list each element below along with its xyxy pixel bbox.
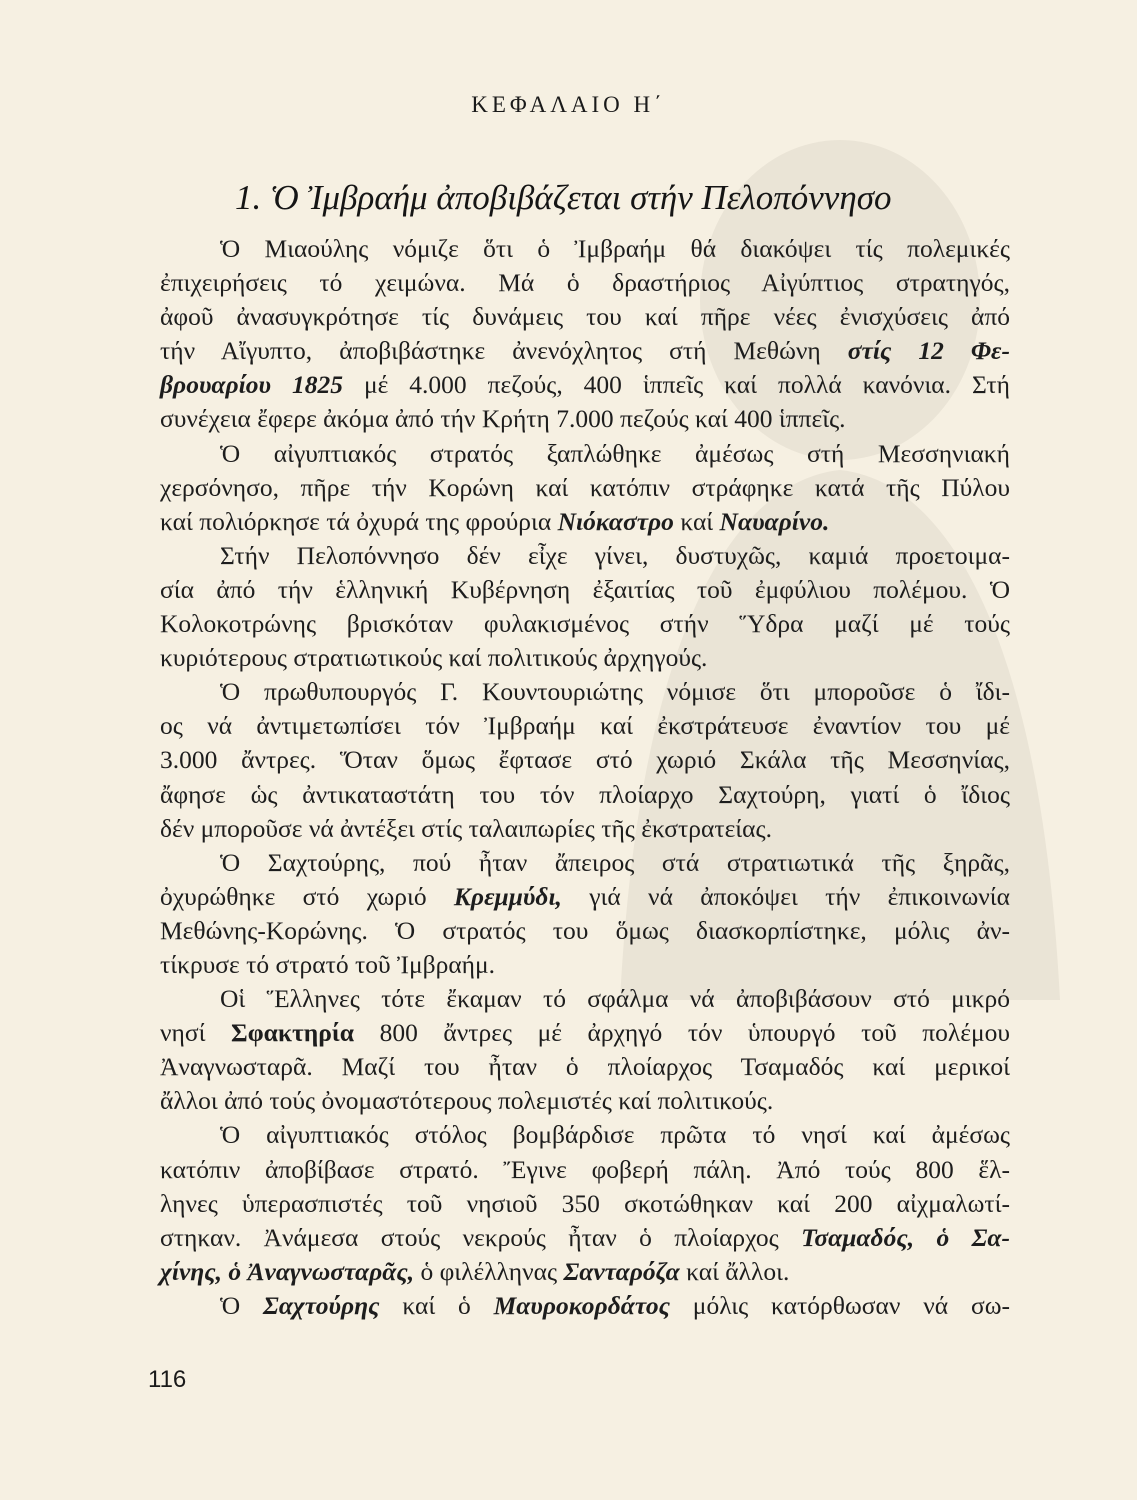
text-segment: δέν μποροῦσε νά ἀντέξει στίς ταλαιπωρίες τῆς ἐκστρατείας.	[160, 813, 772, 843]
emphasized-text: βρουαρίου 1825	[160, 370, 343, 400]
text-line	[160, 1118, 1010, 1152]
text-line	[160, 266, 1010, 300]
text-line	[160, 778, 1010, 812]
text-segment: Μεθώνης-Κορώνης. Ὁ στρατός του ὅμως διασκορπίστηκε, μόλις ἀν-	[160, 915, 1010, 945]
text-line	[160, 1050, 1010, 1084]
body-text	[160, 232, 1010, 1323]
text-line	[160, 1187, 1010, 1221]
text-line	[160, 334, 1010, 368]
text-segment: νησί	[160, 1018, 232, 1048]
text-segment: στηκαν. Ἀνάμεσα στούς νεκρούς ἦταν ὁ πλοίαρχος	[160, 1222, 802, 1252]
text-line	[160, 505, 1010, 539]
text-segment: Ἀναγνωσταρᾶ. Μαζί του ἦταν ὁ πλοίαρχος Τσαμαδός καί μερικοί	[160, 1052, 1010, 1082]
text-line	[160, 812, 1010, 846]
text-line	[160, 1221, 1010, 1255]
text-segment: Ὁ	[220, 1290, 264, 1320]
text-segment: σία ἀπό τήν ἑλληνική Κυβέρνηση ἐξαιτίας τοῦ ἐμφύλιου πολέμου. Ὁ	[160, 574, 1010, 604]
text-segment: καί ἄλλοι.	[679, 1256, 790, 1286]
section-title: 1. Ὁ Ἰμβραήμ ἀποβιβάζεται στήν Πελοπόννησο	[235, 178, 892, 217]
text-line	[160, 675, 1010, 709]
text-segment: Ὁ Μιαούλης νόμιζε ὅτι ὁ Ἰμβραήμ θά διακόψει τίς πολεμικές	[220, 234, 1010, 263]
emphasized-text: χίνης, ὁ Ἀναγνωσταρᾶς,	[160, 1256, 415, 1286]
text-line	[160, 743, 1010, 777]
text-segment: τήν Αἴγυπτο, ἀποβιβάστηκε ἀνενόχλητος στή Μεθώνη	[160, 336, 848, 366]
emphasized-text: Νιόκαστρο	[557, 506, 674, 536]
text-segment: ἀφοῦ ἀνασυγκρότησε τίς δυνάμεις του καί πῆρε νέες ἐνισχύσεις ἀπό	[160, 302, 1010, 332]
text-line	[160, 914, 1010, 948]
text-line	[160, 573, 1010, 607]
text-line	[160, 982, 1010, 1016]
text-segment: ὀχυρώθηκε στό χωριό	[160, 881, 454, 911]
text-segment: ος νά ἀντιμετωπίσει τόν Ἰμβραήμ καί ἐκστράτευσε ἐναντίον του μέ	[160, 711, 1010, 741]
text-line	[160, 607, 1010, 641]
text-segment: καί	[673, 506, 720, 536]
text-segment: Ὁ Σαχτούρης, πού ἦταν ἄπειρος στά στρατιωτικά τῆς ξηρᾶς,	[220, 847, 1010, 877]
text-line	[160, 232, 1010, 266]
text-segment: 800 ἄντρες μέ ἀρχηγό τόν ὑπουργό τοῦ πολέμου	[354, 1018, 1010, 1048]
emphasized-text: Σανταρόζα	[563, 1256, 680, 1286]
text-segment: μόλις κατόρθωσαν νά σω-	[669, 1290, 1011, 1320]
text-segment: τίκρυσε τό στρατό τοῦ Ἰμβραήμ.	[160, 949, 496, 979]
text-line	[160, 402, 1010, 436]
text-segment: χερσόνησο, πῆρε τήν Κορώνη καί κατόπιν στράφηκε κατά τῆς Πύλου	[160, 472, 1010, 502]
text-segment: Ὁ αἰγυπτιακός στρατός ξαπλώθηκε ἀμέσως στή Μεσσηνιακή	[220, 438, 1010, 468]
text-segment: μέ 4.000 πεζούς, 400 ἱππεῖς καί πολλά κανόνια. Στή	[342, 370, 1010, 400]
text-line	[160, 880, 1010, 914]
text-segment: κατόπιν ἀποβίβασε στρατό. Ἔγινε φοβερή πάλη. Ἀπό τούς 800 ἕλ-	[160, 1154, 1010, 1184]
page-number: 116	[148, 1366, 187, 1393]
text-line	[160, 846, 1010, 880]
text-segment: συνέχεια ἔφερε ἀκόμα ἀπό τήν Κρήτη 7.000 πεζούς καί 400 ἱππεῖς.	[160, 404, 846, 434]
text-segment: καί ὁ	[379, 1290, 494, 1320]
text-segment: ἐπιχειρήσεις τό χειμώνα. Μά ὁ δραστήριος Αἰγύπτιος στρατηγός,	[160, 268, 1010, 298]
emphasized-text: στίς 12 Φε-	[847, 336, 1010, 366]
text-segment: γιά νά ἀποκόψει τήν ἐπικοινωνία	[561, 881, 1010, 911]
text-segment: ληνες ὑπερασπιστές τοῦ νησιοῦ 350 σκοτώθηκαν καί 200 αἰχμαλωτί-	[160, 1188, 1010, 1218]
text-line	[160, 1084, 1010, 1118]
text-segment: 3.000 ἄντρες. Ὅταν ὅμως ἔφτασε στό χωριό Σκάλα τῆς Μεσσηνίας,	[160, 745, 1010, 775]
text-segment: ἄφησε ὡς ἀντικαταστάτη του τόν πλοίαρχο Σαχτούρη, γιατί ὁ ἴδιος	[160, 779, 1010, 809]
emphasized-text: Σαχτούρης	[263, 1290, 380, 1320]
text-line	[160, 1255, 1010, 1289]
emphasized-text: Μαυροκορδάτος	[493, 1290, 670, 1320]
text-line	[160, 368, 1010, 402]
emphasized-text: Τσαμαδός, ὁ Σα-	[801, 1222, 1010, 1252]
emphasized-text: Κρεμμύδι,	[453, 881, 562, 911]
text-line	[160, 641, 1010, 675]
text-line	[160, 948, 1010, 982]
text-line	[160, 1153, 1010, 1187]
text-segment: ὁ φιλέλληνας	[414, 1256, 564, 1286]
text-line	[160, 1289, 1010, 1323]
text-line	[160, 437, 1010, 471]
text-segment: Κολοκοτρώνης βρισκόταν φυλακισμένος στήν Ὕδρα μαζί μέ τούς	[160, 609, 1010, 639]
text-line	[160, 539, 1010, 573]
text-line	[160, 300, 1010, 334]
text-line	[160, 471, 1010, 505]
emphasized-text: Σφακτηρία	[231, 1018, 355, 1048]
text-line	[160, 709, 1010, 743]
text-segment: Οἱ Ἕλληνες τότε ἔκαμαν τό σφάλμα νά ἀποβιβάσουν στό μικρό	[220, 984, 1010, 1014]
chapter-heading: ΚΕΦΑΛΑΙΟ Η΄	[471, 92, 666, 117]
emphasized-text: Ναυαρίνο.	[719, 506, 830, 536]
text-line	[160, 1016, 1010, 1050]
text-segment: Ὁ πρωθυπουργός Γ. Κουντουριώτης νόμισε ὅτι μποροῦσε ὁ ἴδι-	[220, 677, 1010, 707]
text-segment: ἄλλοι ἀπό τούς ὀνομαστότερους πολεμιστές καί πολιτικούς.	[160, 1086, 774, 1116]
text-segment: κυριότερους στρατιωτικούς καί πολιτικούς ἀρχηγούς.	[160, 643, 708, 673]
text-segment: καί πολιόρκησε τά ὀχυρά της φρούρια	[160, 506, 558, 536]
text-segment: Στήν Πελοπόννησο δέν εἶχε γίνει, δυστυχῶς, καμιά προετοιμα-	[220, 540, 1010, 570]
text-segment: Ὁ αἰγυπτιακός στόλος βομβάρδισε πρῶτα τό νησί καί ἀμέσως	[220, 1120, 1010, 1150]
